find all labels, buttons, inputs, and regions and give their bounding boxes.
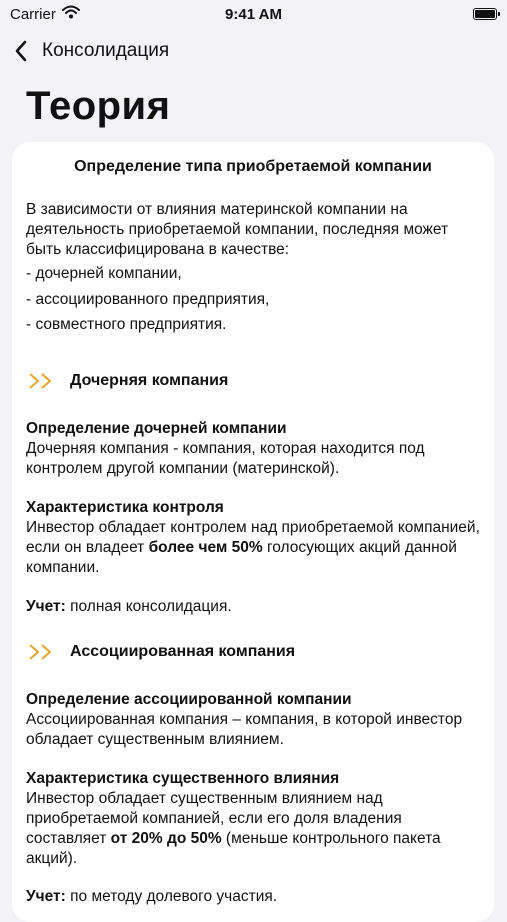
chevron-left-icon [14, 39, 28, 63]
double-chevron-right-icon [28, 372, 54, 390]
back-button[interactable] [14, 39, 169, 63]
section-heading: Дочерняя компания [70, 372, 229, 389]
navigation-bar [0, 34, 507, 74]
section-header-associate [28, 643, 295, 661]
subsection-title: Определение ассоциированной компании [26, 691, 352, 708]
accounting-text: Учет: по методу долевого участия. [26, 888, 278, 905]
clock: 9:41 AM [225, 6, 282, 23]
double-chevron-right-icon [28, 643, 54, 661]
subsection-title: Характеристика существенного влияния [26, 770, 340, 787]
section-header-subsidiary [28, 372, 228, 390]
list-item: - совместного предприятия. [26, 316, 227, 333]
intro-text: В зависимости от влияния материнской компании на деятельность приобретаемой компании, последняя может быть классифицирована в качестве: [26, 201, 449, 258]
theory-card [12, 142, 494, 922]
status-bar [0, 0, 507, 30]
card-title: Определение типа приобретаемой компании [74, 158, 432, 175]
characteristic-text: Инвестор обладает существенным влиянием над приобретаемой компанией, если его доля владения составляет от 20% до 50% (меньше контрольного пакета акций). [26, 790, 441, 867]
list-item: - дочерней компании, [26, 265, 182, 282]
definition-text: Ассоциированная компания – компания, в которой инвестор обладает существенным влиянием. [26, 711, 463, 748]
list-item: - ассоциированного предприятия, [26, 291, 270, 308]
battery-icon [473, 8, 497, 20]
back-label: Консолидация [42, 40, 170, 61]
subsection-title: Определение дочерней компании [26, 420, 287, 437]
page-title: Теория [26, 84, 171, 128]
subsection-title: Характеристика контроля [26, 499, 224, 516]
definition-text: Дочерняя компания - компания, которая находится под контролем другой компании (материнской). [26, 440, 425, 477]
section-heading: Ассоциированная компания [70, 643, 296, 660]
accounting-text: Учет: полная консолидация. [26, 598, 232, 615]
carrier-label: Carrier [10, 6, 56, 23]
characteristic-text: Инвестор обладает контролем над приобретаемой компанией, если он владеет более чем 50% голосующих акций данной компании. [26, 519, 480, 576]
